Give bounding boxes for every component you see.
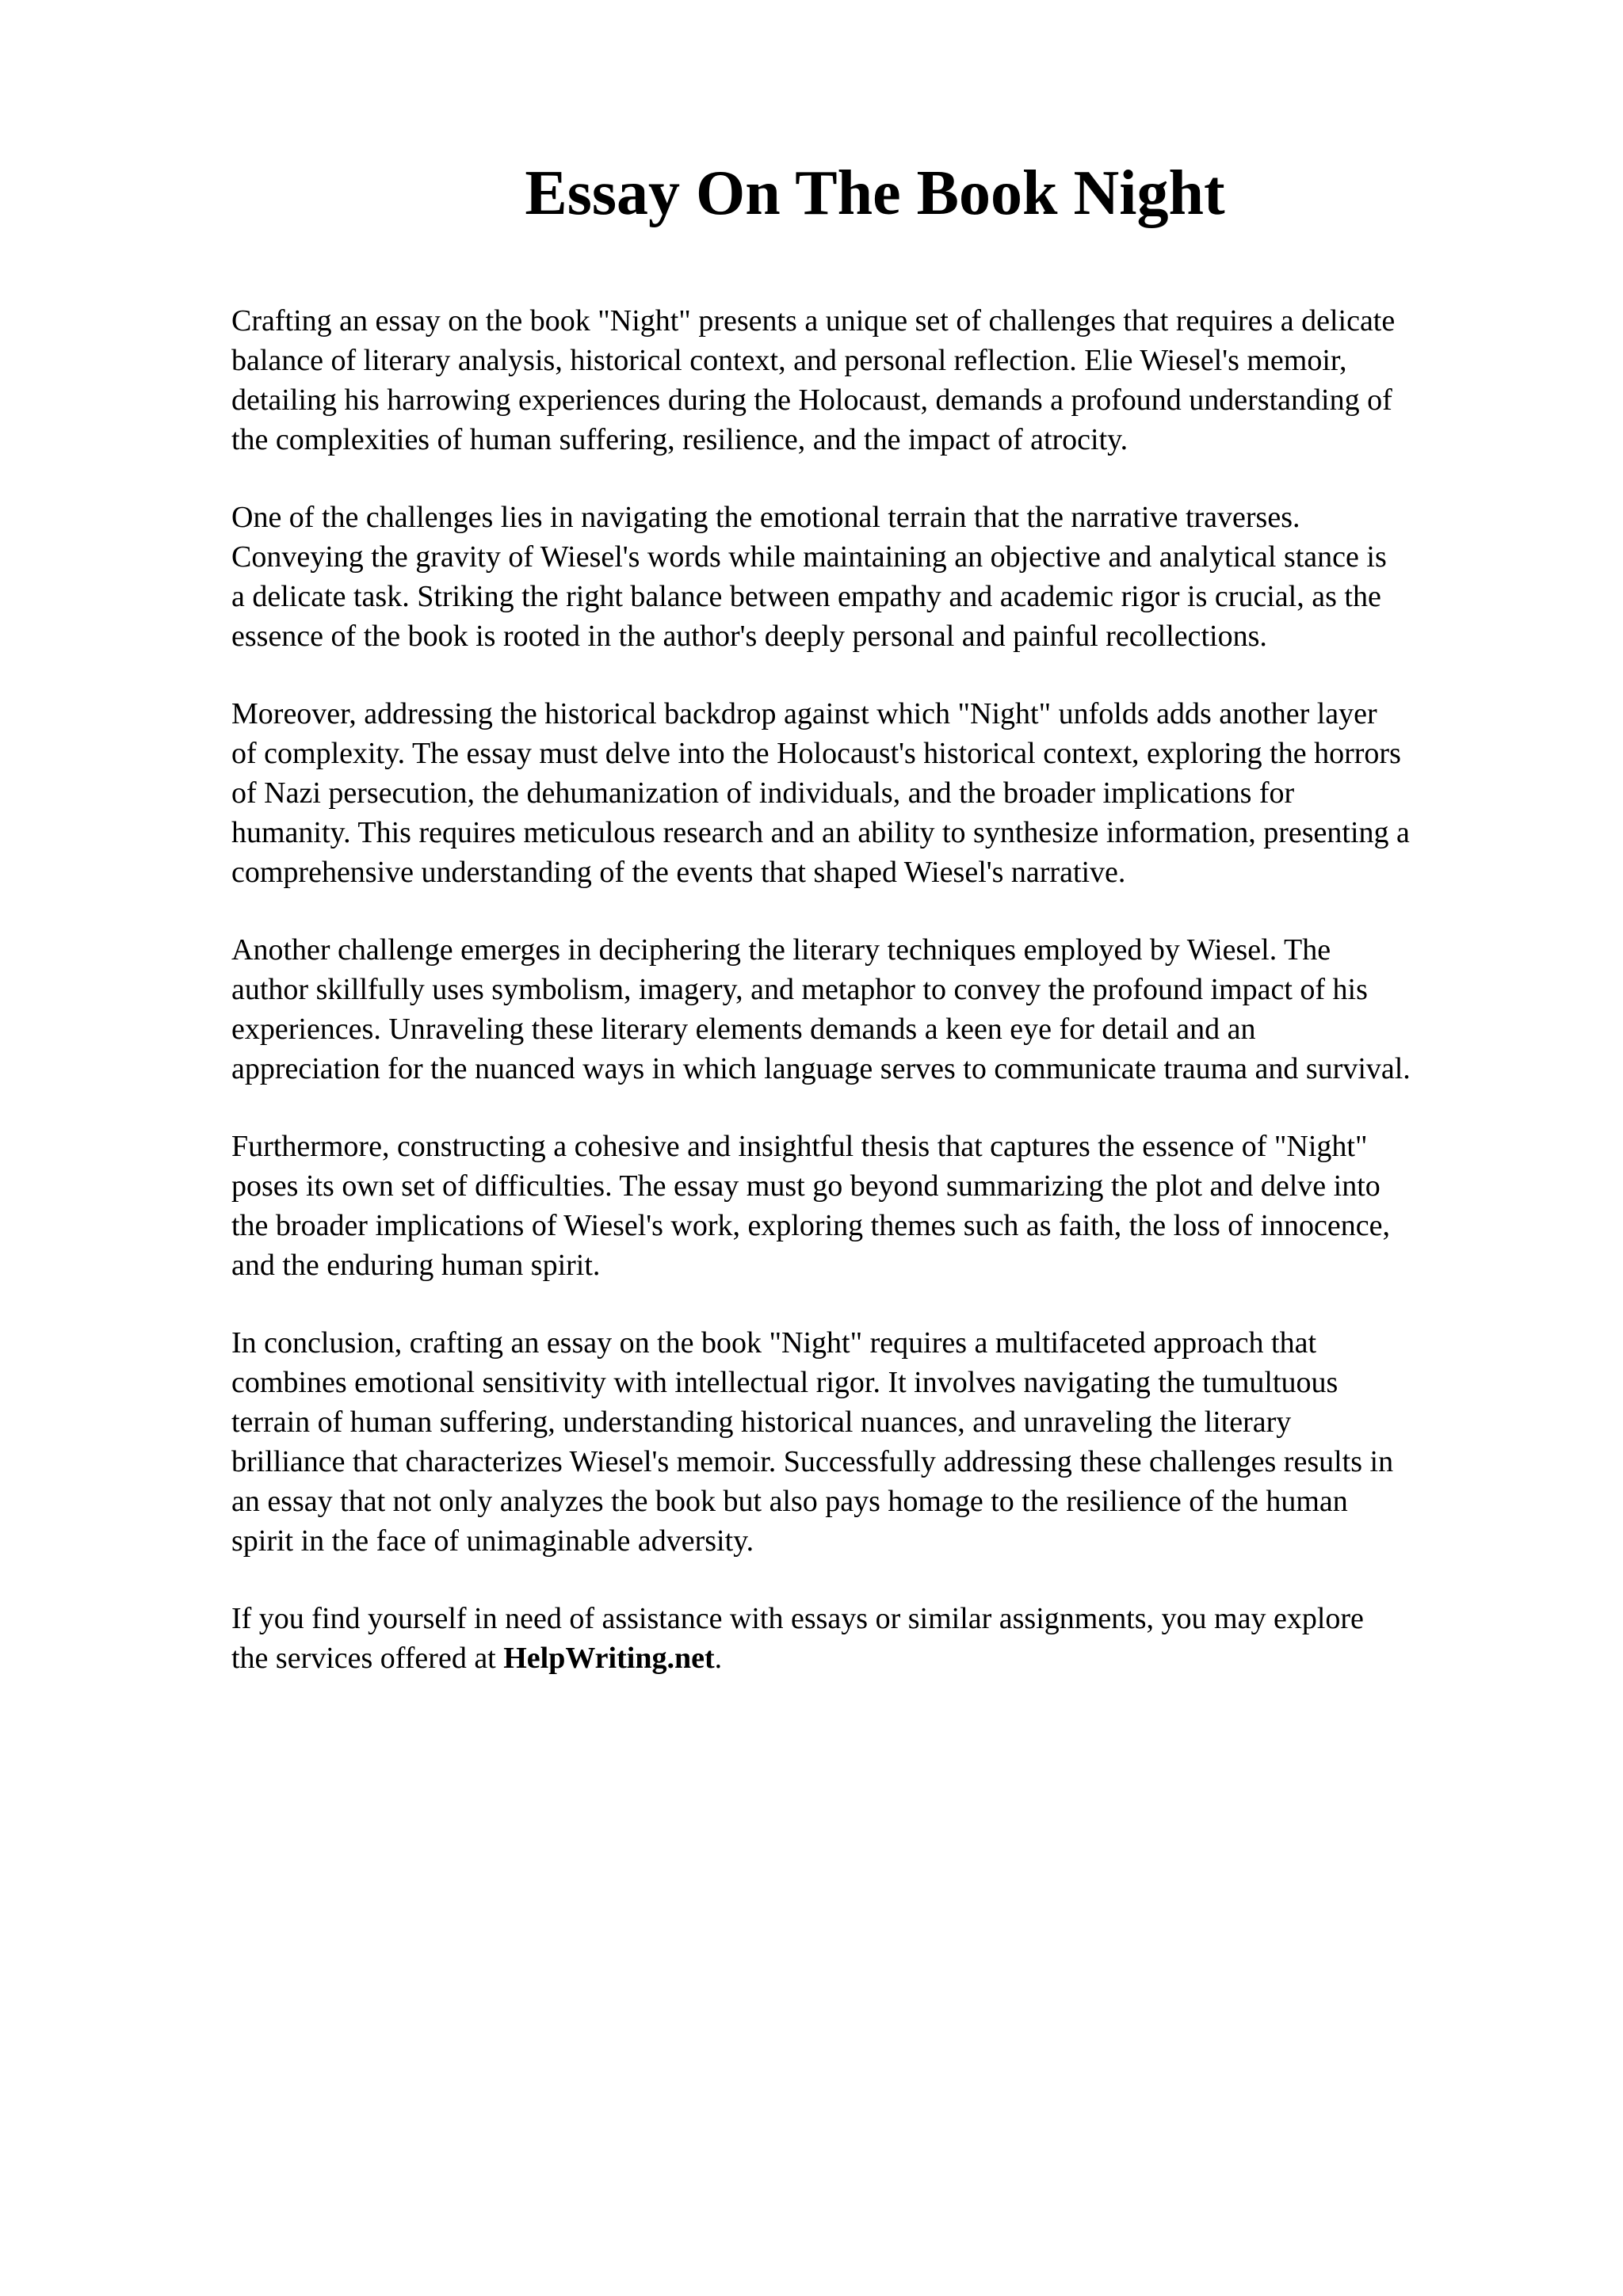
paragraph	[231, 694, 1531, 892]
paragraph-line: Another challenge emerges in deciphering the literary techniques employed by Wiesel. The	[231, 933, 1331, 967]
closing-prefix: the services offered at	[231, 1642, 504, 1675]
paragraph-line: of Nazi persecution, the dehumanization of individuals, and the broader implications for	[231, 776, 1295, 810]
paragraph-line: and the enduring human spirit.	[231, 1249, 601, 1282]
paragraph-line: If you find yourself in need of assistance with essays or similar assignments, you may explore	[231, 1602, 1364, 1635]
paragraph-line: Furthermore, constructing a cohesive and insightful thesis that captures the essence of "Night"	[231, 1130, 1368, 1163]
paragraph-line: of complexity. The essay must delve into the Holocaust's historical context, exploring the horrors	[231, 737, 1401, 770]
paragraph	[231, 1127, 1531, 1285]
paragraph-line: a delicate task. Striking the right balance between empathy and academic rigor is crucial, as the	[231, 580, 1381, 613]
document-title: Essay On The Book Night	[525, 158, 1225, 228]
paragraph-line: appreciation for the nuanced ways in which language serves to communicate trauma and survival.	[231, 1052, 1411, 1085]
paragraph-line: One of the challenges lies in navigating the emotional terrain that the narrative traverses.	[231, 501, 1300, 534]
paragraph-line: combines emotional sensitivity with intellectual rigor. It involves navigating the tumultuous	[231, 1366, 1338, 1399]
closing-suffix: .	[714, 1642, 723, 1675]
closing-paragraph	[231, 1599, 1531, 1678]
paragraph-line: brilliance that characterizes Wiesel's memoir. Successfully addressing these challenges results in	[231, 1445, 1394, 1478]
paragraph-line: experiences. Unraveling these literary elements demands a keen eye for detail and an	[231, 1013, 1256, 1046]
paragraph-line: spirit in the face of unimaginable adversity.	[231, 1524, 754, 1558]
paragraph	[231, 301, 1531, 460]
helpwriting-link[interactable]: HelpWriting.net	[503, 1642, 715, 1675]
paragraph-list	[231, 301, 1531, 1561]
document-body	[231, 301, 1531, 1716]
paragraph-line: poses its own set of difficulties. The essay must go beyond summarizing the plot and delve into	[231, 1169, 1381, 1203]
paragraph-line: the complexities of human suffering, resilience, and the impact of atrocity.	[231, 423, 1128, 456]
paragraph-line: balance of literary analysis, historical context, and personal reflection. Elie Wiesel's memoir,	[231, 344, 1347, 377]
paragraph-line: humanity. This requires meticulous research and an ability to synthesize information, presenting a	[231, 816, 1410, 849]
closing-line-2	[231, 1638, 1531, 1678]
paragraph	[231, 930, 1531, 1089]
paragraph-line: Conveying the gravity of Wiesel's words while maintaining an objective and analytical stance is	[231, 540, 1387, 574]
paragraph	[231, 498, 1531, 656]
paragraph	[231, 1323, 1531, 1561]
paragraph-line: comprehensive understanding of the events that shaped Wiesel's narrative.	[231, 856, 1126, 889]
paragraph-line: In conclusion, crafting an essay on the book "Night" requires a multifaceted approach that	[231, 1326, 1317, 1360]
paragraph-line: an essay that not only analyzes the book but also pays homage to the resilience of the human	[231, 1485, 1348, 1518]
paragraph-line: the broader implications of Wiesel's work, exploring themes such as faith, the loss of innocence,	[231, 1209, 1390, 1242]
paragraph-line: terrain of human suffering, understanding historical nuances, and unraveling the literary	[231, 1405, 1292, 1439]
paragraph-line: essence of the book is rooted in the author's deeply personal and painful recollections.	[231, 620, 1267, 653]
paragraph-line: author skillfully uses symbolism, imagery, and metaphor to convey the profound impact of his	[231, 973, 1368, 1006]
paragraph-line: Moreover, addressing the historical backdrop against which "Night" unfolds adds another layer	[231, 697, 1377, 730]
paragraph-line: detailing his harrowing experiences during the Holocaust, demands a profound understanding of	[231, 383, 1392, 417]
paragraph-line: Crafting an essay on the book "Night" presents a unique set of challenges that requires a delicate	[231, 304, 1396, 338]
